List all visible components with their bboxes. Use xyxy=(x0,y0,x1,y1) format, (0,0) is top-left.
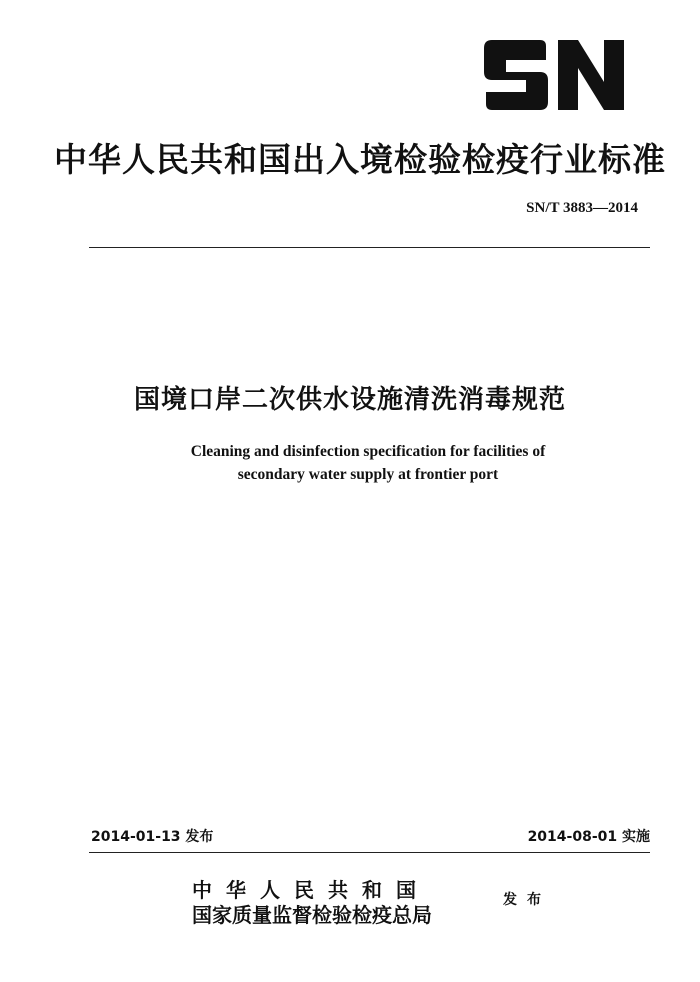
publish-label: 发布 xyxy=(503,892,551,908)
issuing-authority xyxy=(192,878,432,928)
sn-logo-mark xyxy=(482,40,626,110)
standard-category-title: 中华人民共和国出入境检验检疫行业标准 xyxy=(54,140,666,179)
document-title-chinese: 国境口岸二次供水设施清洗消毒规范 xyxy=(133,385,566,415)
issuer-line-1: 中华人民共和国 xyxy=(192,878,430,902)
english-title-line-1: Cleaning and disinfection specification for facilities of xyxy=(190,443,546,460)
issuer-line-2: 国家质量监督检验检疫总局 xyxy=(192,903,432,927)
implementation-date: 2014-08-01 实施 xyxy=(527,829,650,845)
document-title-english xyxy=(0,440,700,486)
issue-date: 2014-01-13 发布 xyxy=(91,829,214,845)
bottom-divider xyxy=(89,852,650,853)
sn-logo xyxy=(482,40,626,110)
english-title-line-2: secondary water supply at frontier port xyxy=(237,466,499,483)
standard-number: SN/T 3883—2014 xyxy=(526,200,638,216)
top-divider xyxy=(89,247,650,248)
